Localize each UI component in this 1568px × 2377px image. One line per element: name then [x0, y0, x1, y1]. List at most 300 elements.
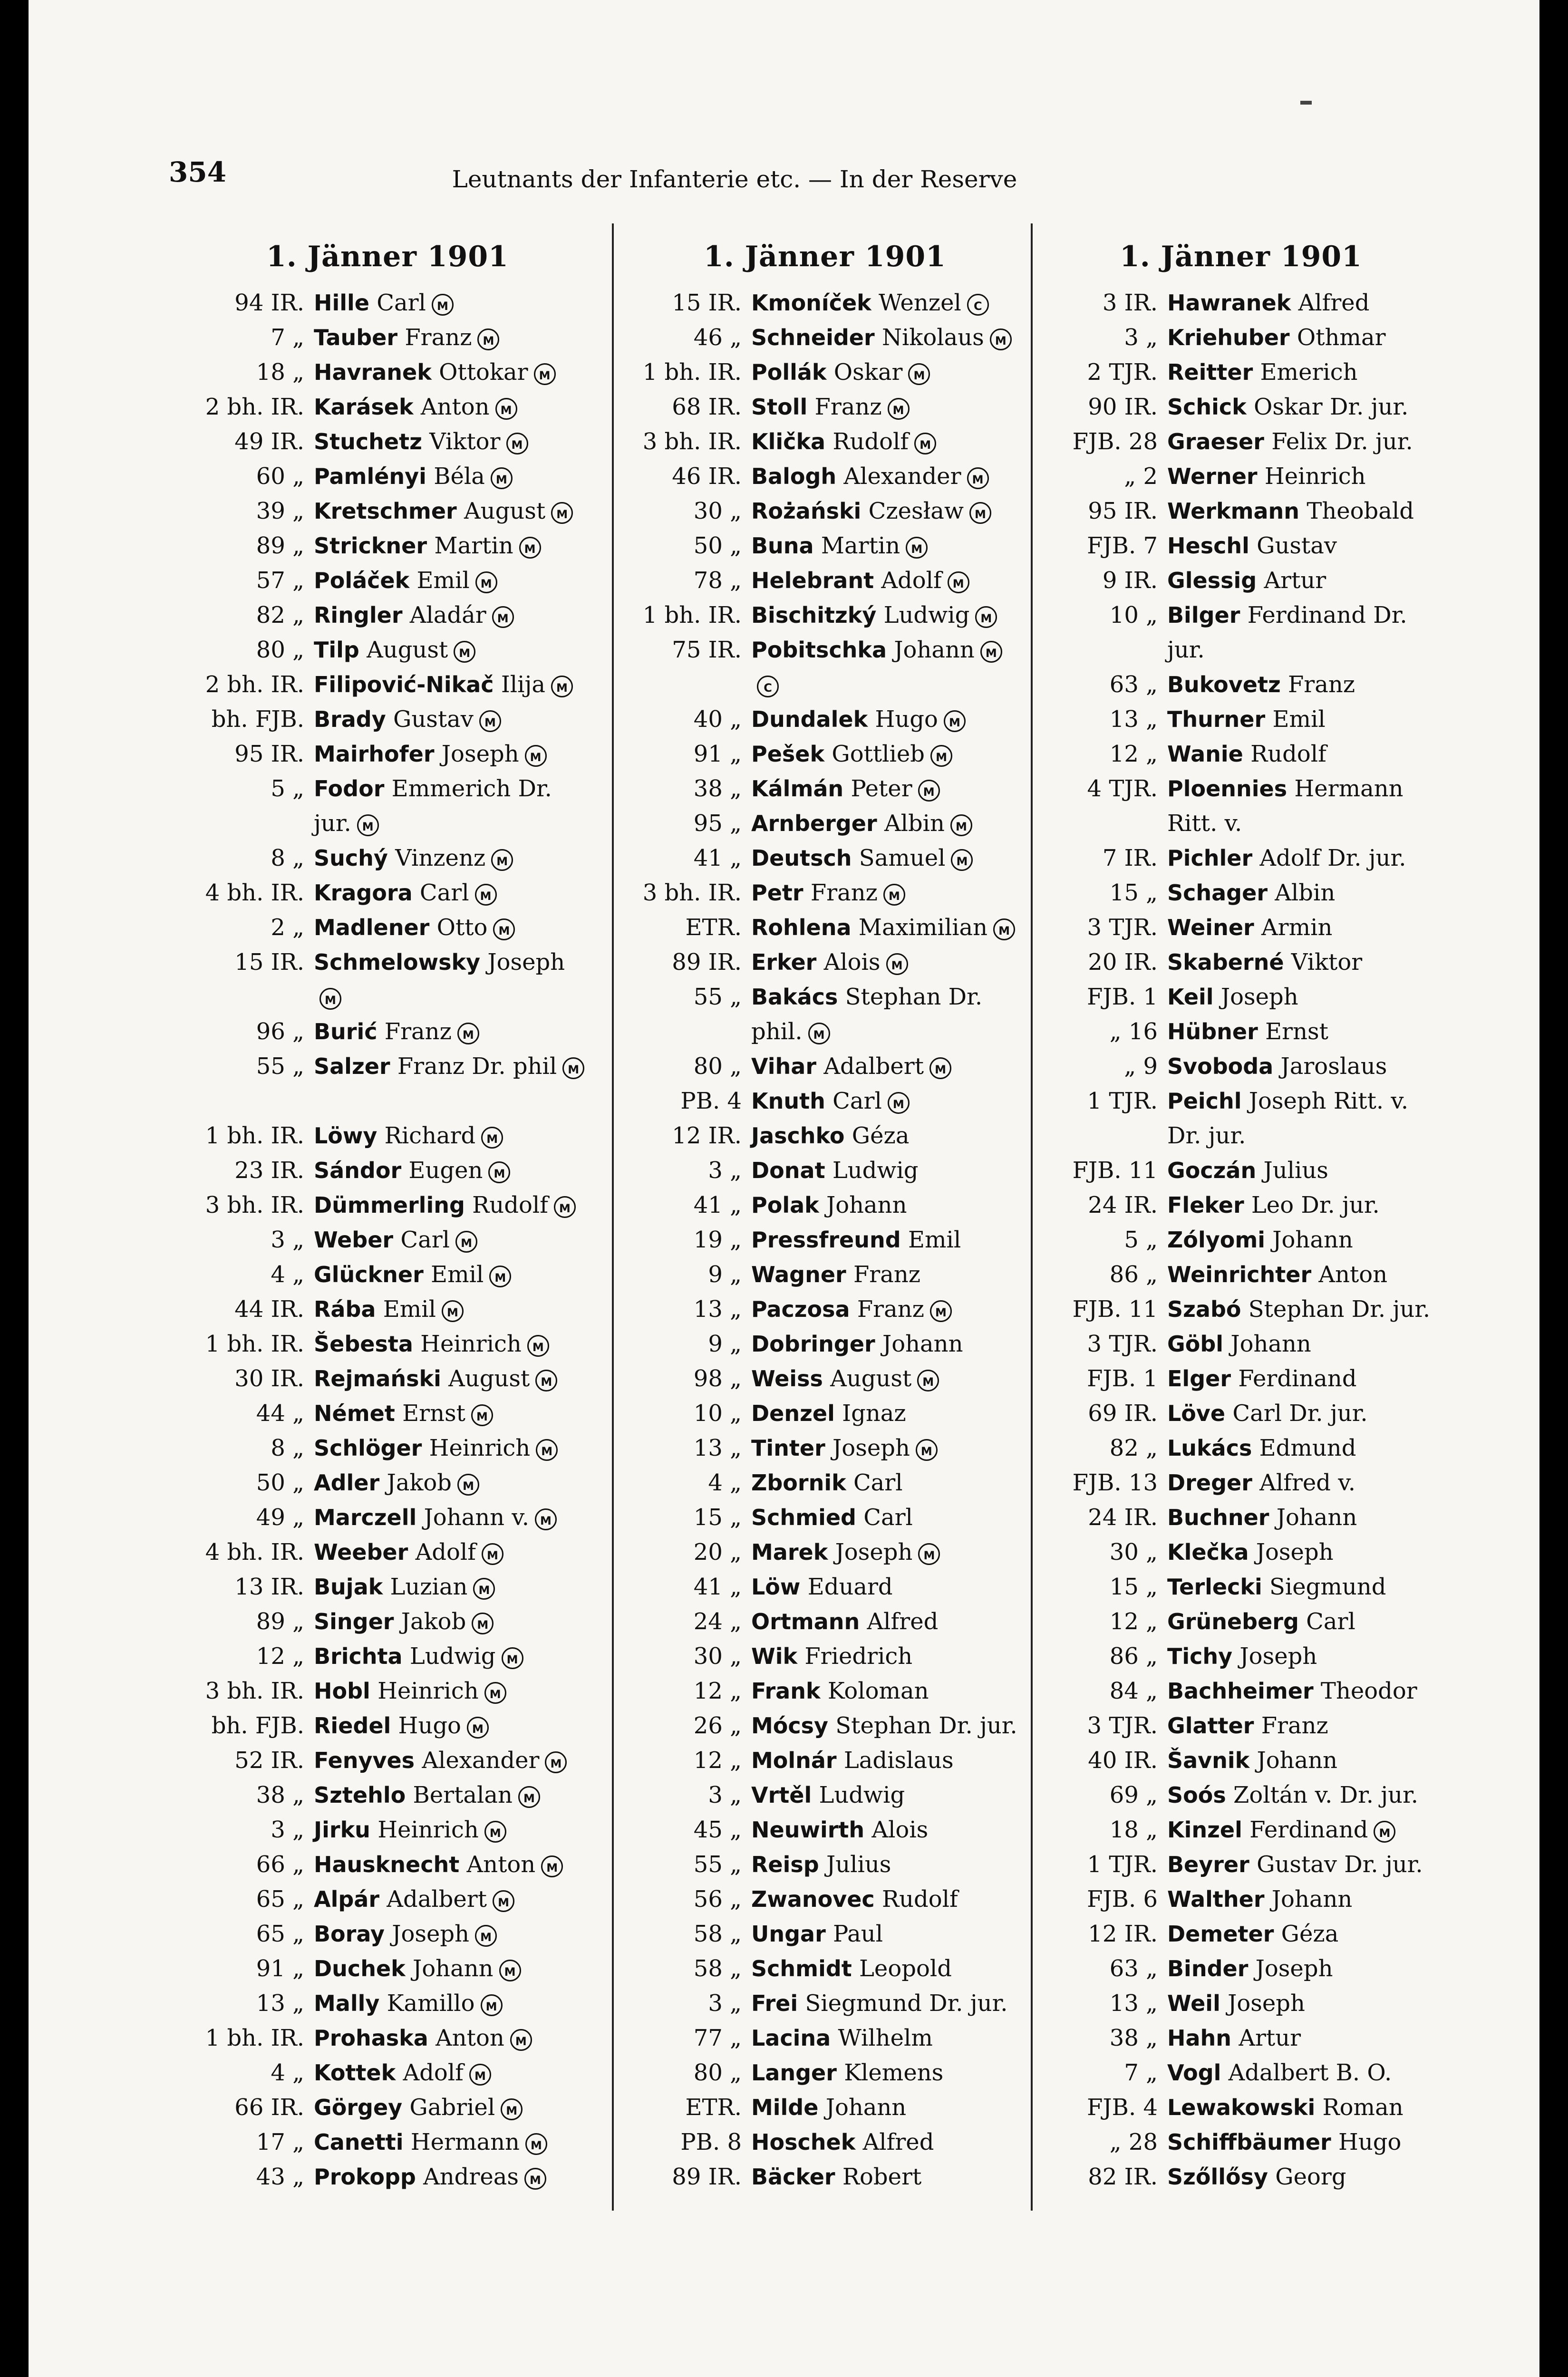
- surname: Fleker: [1167, 1192, 1244, 1218]
- given-name: Hermann Ritt. v.: [1167, 775, 1403, 837]
- surname: Dümmerling: [314, 1192, 465, 1218]
- officer-entry: [1167, 1743, 1443, 1778]
- surname: Wik: [751, 1643, 798, 1669]
- list-item: [623, 1257, 1027, 1292]
- given-name: Joseph: [1239, 1643, 1317, 1670]
- unit-number: 89 IR.: [672, 2164, 742, 2190]
- surname: Rejmański: [314, 1366, 441, 1391]
- given-name: Theobald: [1307, 498, 1414, 524]
- list-item: [185, 1674, 590, 1709]
- surname: Pamlényi: [314, 464, 426, 489]
- circled-m-icon: M: [980, 641, 1002, 663]
- given-name: Alois: [823, 949, 881, 976]
- circled-m-icon: M: [975, 606, 997, 628]
- list-item: [185, 1709, 590, 1743]
- circled-m-icon: M: [475, 571, 497, 593]
- given-name: Carl Dr. jur.: [1232, 1400, 1368, 1427]
- surname: Pressfreund: [751, 1227, 901, 1253]
- surname: Dreger: [1167, 1470, 1252, 1496]
- list-item: [185, 737, 590, 772]
- unit-number: 77 „: [693, 2025, 742, 2051]
- list-item: [185, 1535, 590, 1570]
- circled-m-icon: M: [475, 884, 497, 906]
- officer-entry: [314, 1327, 590, 1362]
- unit-number: 5 „: [271, 775, 304, 802]
- surname: Weil: [1167, 1990, 1220, 2016]
- given-name: Rudolf: [832, 428, 909, 455]
- unit-number: 68 IR.: [672, 394, 742, 420]
- list-item: [185, 320, 590, 355]
- circled-m-icon: M: [527, 1335, 549, 1357]
- surname: Walther: [1167, 1886, 1265, 1912]
- unit-number: 1 bh. IR.: [642, 359, 742, 386]
- circled-m-icon: M: [948, 571, 969, 593]
- surname: Zwanovec: [751, 1886, 875, 1912]
- surname: Filipović-Nikač: [314, 672, 494, 697]
- given-name: Adolf: [881, 567, 942, 594]
- surname: Erker: [751, 949, 817, 975]
- unit-number: 95 „: [693, 810, 742, 837]
- surname: Schneider: [751, 325, 875, 350]
- unit-number: „ 9: [1124, 1053, 1158, 1080]
- officer-entry: [751, 1292, 1027, 1327]
- circled-m-icon: M: [914, 433, 936, 454]
- list-item: [185, 633, 590, 667]
- officer-entry: [1167, 425, 1443, 459]
- given-name: August: [464, 498, 546, 524]
- unit-number: FJB. 6: [1087, 1886, 1158, 1913]
- unit-number: 15 IR.: [234, 949, 304, 976]
- surname: Alpár: [314, 1886, 380, 1912]
- list-item: [623, 598, 1027, 633]
- given-name: Johann: [1276, 1504, 1357, 1531]
- unit-number: 1 TJR.: [1087, 1088, 1158, 1114]
- officer-entry: [314, 772, 590, 841]
- unit-number: 55 „: [256, 1053, 304, 1080]
- unit-number: 13 IR.: [234, 1574, 304, 1600]
- officer-entry: [751, 2056, 1027, 2090]
- given-name: Alfred v.: [1259, 1469, 1355, 1496]
- given-name: Joseph: [487, 949, 565, 976]
- unit-number: 4 „: [271, 2059, 304, 2086]
- unit-number: 3 bh. IR.: [642, 879, 742, 906]
- surname: Strickner: [314, 533, 427, 559]
- list-item: [1039, 2090, 1443, 2125]
- list-item: [1039, 1362, 1443, 1396]
- surname: Heschl: [1167, 533, 1249, 559]
- officer-entry: [1167, 702, 1443, 737]
- column-heading: 1. Jänner 1901: [704, 240, 946, 273]
- given-name: Martin: [434, 532, 513, 559]
- circled-m-icon: M: [492, 606, 514, 628]
- given-name: Ludwig: [883, 602, 970, 628]
- surname: Prohaska: [314, 2025, 428, 2051]
- unit-number: 7 „: [1124, 2059, 1158, 2086]
- given-name: Nikolaus: [881, 324, 984, 351]
- circled-m-icon: M: [479, 710, 501, 732]
- given-name: Adolf: [403, 2059, 464, 2086]
- officer-entry: [1167, 355, 1443, 390]
- unit-number: 12 „: [1109, 1608, 1158, 1635]
- unit-number: 12 IR.: [1088, 1921, 1158, 1947]
- circled-m-icon: M: [506, 433, 528, 454]
- list-item: [185, 2090, 590, 2125]
- surname: Duchek: [314, 1956, 406, 1981]
- list-item: [1039, 876, 1443, 910]
- given-name: Ludwig: [832, 1157, 919, 1184]
- officer-entry: [1167, 286, 1443, 320]
- given-name: Ludwig: [819, 1782, 905, 1808]
- circled-m-icon: M: [888, 1092, 910, 1114]
- given-name: Franz Dr. phil: [397, 1053, 557, 1080]
- surname: Schager: [1167, 880, 1268, 906]
- column-divider: [612, 223, 614, 2211]
- list-item: [1039, 2160, 1443, 2194]
- list-item: [185, 1466, 590, 1500]
- surname: Schiffbäumer: [1167, 2129, 1331, 2155]
- given-name: Franz: [857, 1296, 924, 1323]
- surname: Kriehuber: [1167, 325, 1290, 350]
- circled-m-icon: M: [929, 1057, 951, 1079]
- surname: Ploennies: [1167, 776, 1287, 802]
- list-item: [623, 529, 1027, 563]
- circled-m-icon: M: [518, 1786, 540, 1808]
- list-item: [623, 1500, 1027, 1535]
- list-item: [185, 1778, 590, 1813]
- unit-number: 65 „: [256, 1921, 304, 1947]
- given-name: Béla: [434, 463, 485, 490]
- unit-number: 13 „: [1109, 706, 1158, 733]
- list-item: [185, 876, 590, 910]
- circled-m-icon: M: [536, 1439, 558, 1461]
- surname: Hausknecht: [314, 1852, 460, 1877]
- unit-number: 20 IR.: [1088, 949, 1158, 976]
- surname: Ringler: [314, 602, 403, 628]
- officer-entry: [751, 1604, 1027, 1639]
- surname: Bischitzký: [751, 602, 877, 628]
- given-name: Rudolf: [1250, 741, 1326, 767]
- officer-entry: [1167, 1396, 1443, 1431]
- given-name: Alexander: [422, 1747, 540, 1774]
- given-name: Carl: [419, 879, 469, 906]
- list-item: [1039, 1743, 1443, 1778]
- list-item: [185, 841, 590, 876]
- given-name: Artur: [1264, 567, 1326, 594]
- officer-entry: [1167, 1362, 1443, 1396]
- list-item: [623, 390, 1027, 425]
- officer-entry: [314, 563, 590, 598]
- officer-entry: [751, 1119, 1027, 1153]
- unit-number: 89 „: [256, 532, 304, 559]
- officer-entry: [751, 1153, 1027, 1188]
- surname: Demeter: [1167, 1921, 1274, 1947]
- column-heading: 1. Jänner 1901: [266, 240, 509, 273]
- unit-number: 1 bh. IR.: [205, 2025, 304, 2051]
- officer-entry: [751, 737, 1027, 772]
- list-item: [1039, 563, 1443, 598]
- surname: Bakács: [751, 984, 838, 1010]
- given-name: Richard: [384, 1122, 476, 1149]
- unit-number: 3 „: [708, 1157, 742, 1184]
- given-name: Albin: [1275, 879, 1336, 906]
- officer-entry: [1167, 1847, 1443, 1882]
- given-name: Hugo: [398, 1712, 461, 1739]
- surname: Grüneberg: [1167, 1609, 1299, 1634]
- surname: Frank: [751, 1678, 821, 1704]
- officer-entry: [1167, 1049, 1443, 1084]
- surname: Elger: [1167, 1366, 1231, 1391]
- given-name: Klemens: [844, 2059, 944, 2086]
- officer-entry: [1167, 667, 1443, 702]
- surname: Havranek: [314, 359, 432, 385]
- given-name: Adolf Dr. jur.: [1259, 845, 1406, 871]
- circled-m-icon: M: [951, 849, 973, 871]
- officer-entry: [314, 633, 590, 667]
- surname: Weinrichter: [1167, 1262, 1312, 1287]
- surname: Reitter: [1167, 359, 1253, 385]
- given-name: Johann: [1230, 1331, 1311, 1357]
- surname: Lacina: [751, 2025, 831, 2051]
- entry-list: [1039, 286, 1443, 2194]
- surname: Riedel: [314, 1713, 391, 1739]
- list-item: [1039, 286, 1443, 320]
- officer-entry: [314, 529, 590, 563]
- surname: Marczell: [314, 1505, 417, 1530]
- surname: Deutsch: [751, 845, 852, 871]
- list-item: [623, 1431, 1027, 1466]
- unit-number: 44 IR.: [234, 1296, 304, 1323]
- given-name: Eugen: [408, 1157, 483, 1184]
- given-name: Otto: [436, 914, 488, 941]
- surname: Schmidt: [751, 1956, 852, 1981]
- list-item: [623, 1986, 1027, 2021]
- entry-list: [185, 286, 590, 2194]
- list-item: [1039, 1292, 1443, 1327]
- surname: Kmoníček: [751, 290, 871, 316]
- circled-m-icon: M: [525, 2133, 547, 2155]
- unit-number: 78 „: [693, 567, 742, 594]
- list-item: [185, 1362, 590, 1396]
- list-item: [1039, 1847, 1443, 1882]
- unit-number: 1 TJR.: [1087, 1851, 1158, 1878]
- given-name: Gottlieb: [832, 741, 925, 767]
- surname: Tauber: [314, 325, 398, 350]
- surname: Lukács: [1167, 1435, 1252, 1461]
- unit-number: FJB. 1: [1087, 984, 1158, 1010]
- unit-number: ETR.: [685, 914, 742, 941]
- circled-m-icon: M: [950, 814, 972, 836]
- circled-m-icon: M: [886, 953, 908, 975]
- circled-m-icon: M: [473, 1578, 495, 1600]
- list-item: [623, 841, 1027, 876]
- officer-entry: [1167, 1292, 1443, 1327]
- unit-number: PB. 4: [680, 1088, 742, 1114]
- surname: Arnberger: [751, 811, 877, 836]
- unit-number: 3 TJR.: [1087, 914, 1158, 941]
- given-name: Anton: [420, 394, 490, 420]
- unit-number: 26 „: [693, 1712, 742, 1739]
- surname: Svoboda: [1167, 1053, 1274, 1079]
- unit-number: 66 „: [256, 1851, 304, 1878]
- surname: Vihar: [751, 1053, 817, 1079]
- unit-number: 65 „: [256, 1886, 304, 1913]
- circled-m-icon: M: [491, 467, 513, 489]
- officer-entry: [314, 910, 590, 945]
- officer-entry: [1167, 1188, 1443, 1223]
- list-item: [623, 355, 1027, 390]
- officer-entry: [314, 1362, 590, 1396]
- circled-m-icon: M: [888, 398, 910, 420]
- list-item: [1039, 841, 1443, 876]
- list-item: [623, 1223, 1027, 1257]
- column-divider: [1031, 223, 1033, 2211]
- officer-entry: [1167, 494, 1443, 529]
- officer-entry: [1167, 598, 1443, 667]
- circled-m-icon: M: [457, 1474, 479, 1496]
- given-name: Vinzenz: [395, 845, 486, 871]
- circled-m-icon: M: [930, 1300, 952, 1322]
- circled-m-icon: M: [432, 294, 454, 316]
- surname: Mócsy: [751, 1713, 829, 1739]
- officer-entry: [1167, 945, 1443, 980]
- unit-number: „ 16: [1109, 1018, 1158, 1045]
- officer-entry: [314, 2090, 590, 2125]
- unit-number: 39 „: [256, 498, 304, 524]
- unit-number: 40 IR.: [1088, 1747, 1158, 1774]
- officer-entry: [751, 1778, 1027, 1813]
- officer-entry: [314, 459, 590, 494]
- surname: Buna: [751, 533, 814, 559]
- given-name: Gustav: [1257, 532, 1337, 559]
- unit-number: 9 „: [708, 1261, 742, 1288]
- list-item: [185, 1639, 590, 1674]
- page-header: [169, 143, 1186, 200]
- unit-number: 20 „: [693, 1539, 742, 1565]
- list-item: [623, 1292, 1027, 1327]
- surname: Schlöger: [314, 1435, 422, 1461]
- list-item: [1039, 390, 1443, 425]
- unit-number: 2 bh. IR.: [205, 394, 304, 420]
- circled-m-icon: M: [455, 1231, 477, 1253]
- unit-number: 30 „: [693, 1643, 742, 1670]
- unit-number: 80 „: [693, 1053, 742, 1080]
- list-item: [623, 320, 1027, 355]
- officer-entry: [1167, 1778, 1443, 1813]
- surname: Kretschmer: [314, 498, 457, 524]
- given-name: Armin: [1261, 914, 1333, 941]
- unit-number: 30 „: [1109, 1539, 1158, 1565]
- surname: Poláček: [314, 568, 410, 593]
- surname: Brady: [314, 706, 386, 732]
- officer-entry: [1167, 2160, 1443, 2194]
- officer-entry: [314, 1188, 590, 1223]
- given-name: Julius: [826, 1851, 891, 1878]
- surname: Vogl: [1167, 2060, 1221, 2086]
- list-item: [1039, 2056, 1443, 2090]
- officer-entry: [314, 1882, 590, 1917]
- given-name: Johann: [882, 1331, 963, 1357]
- unit-number: 15 IR.: [672, 290, 742, 316]
- list-item: [623, 1674, 1027, 1709]
- list-item: [185, 1257, 590, 1292]
- unit-number: 24 IR.: [1088, 1504, 1158, 1531]
- officer-entry: [314, 425, 590, 459]
- officer-entry: [314, 1015, 590, 1049]
- given-name: Joseph: [1255, 1955, 1333, 1982]
- unit-number: 30 IR.: [234, 1365, 304, 1392]
- unit-number: 9 IR.: [1102, 567, 1158, 594]
- circled-m-icon: M: [489, 1266, 511, 1287]
- list-item: [185, 425, 590, 459]
- surname: Hobl: [314, 1678, 370, 1704]
- unit-number: FJB. 11: [1072, 1296, 1158, 1323]
- given-name: Carl: [377, 290, 426, 316]
- surname: Donat: [751, 1158, 825, 1183]
- given-name: Andreas: [423, 2164, 519, 2190]
- given-name: Johann: [826, 1192, 907, 1218]
- list-item: [185, 1431, 590, 1466]
- given-name: Rudolf: [881, 1886, 958, 1913]
- unit-number: 7 „: [271, 324, 304, 351]
- given-name: Géza: [1281, 1921, 1339, 1947]
- list-item: [185, 1604, 590, 1639]
- unit-number: 13 „: [1109, 1990, 1158, 2017]
- unit-number: 13 „: [693, 1296, 742, 1323]
- list-item: [1039, 1570, 1443, 1604]
- unit-number: 12 „: [693, 1678, 742, 1704]
- circled-m-icon: M: [491, 849, 513, 871]
- given-name: Kamillo: [387, 1990, 475, 2017]
- given-name: Theodor: [1320, 1678, 1417, 1704]
- officer-entry: [314, 1639, 590, 1674]
- surname: Tichy: [1167, 1643, 1233, 1669]
- list-item: [185, 1049, 590, 1119]
- list-item: [1039, 1257, 1443, 1292]
- circled-m-icon: M: [990, 329, 1012, 350]
- list-item: [1039, 1396, 1443, 1431]
- unit-number: 1 bh. IR.: [205, 1331, 304, 1357]
- given-name: Wenzel: [879, 290, 961, 316]
- unit-number: 55 „: [693, 1851, 742, 1878]
- unit-number: 3 bh. IR.: [642, 428, 742, 455]
- list-item: [1039, 529, 1443, 563]
- list-item: [185, 563, 590, 598]
- officer-entry: [751, 633, 1027, 702]
- surname: Ortmann: [751, 1609, 860, 1634]
- list-item: [1039, 425, 1443, 459]
- unit-number: 40 „: [693, 706, 742, 733]
- given-name: Leo Dr. jur.: [1251, 1192, 1380, 1218]
- officer-entry: [1167, 390, 1443, 425]
- surname: Görgey: [314, 2095, 403, 2120]
- officer-entry: [751, 2090, 1027, 2125]
- list-item: [623, 1327, 1027, 1362]
- unit-number: 1 bh. IR.: [205, 1122, 304, 1149]
- officer-entry: [314, 2021, 590, 2056]
- surname: Klečka: [1167, 1539, 1249, 1565]
- circled-m-icon: M: [493, 1890, 514, 1912]
- officer-entry: [314, 494, 590, 529]
- officer-entry: [1167, 1327, 1443, 1362]
- list-item: [1039, 1778, 1443, 1813]
- given-name: Franz: [1261, 1712, 1328, 1739]
- officer-entry: [314, 1257, 590, 1292]
- officer-entry: [751, 1257, 1027, 1292]
- surname: Rożański: [751, 498, 861, 524]
- unit-number: 80 „: [256, 637, 304, 663]
- given-name: Anton: [1318, 1261, 1388, 1288]
- unit-number: 5 „: [1124, 1227, 1158, 1253]
